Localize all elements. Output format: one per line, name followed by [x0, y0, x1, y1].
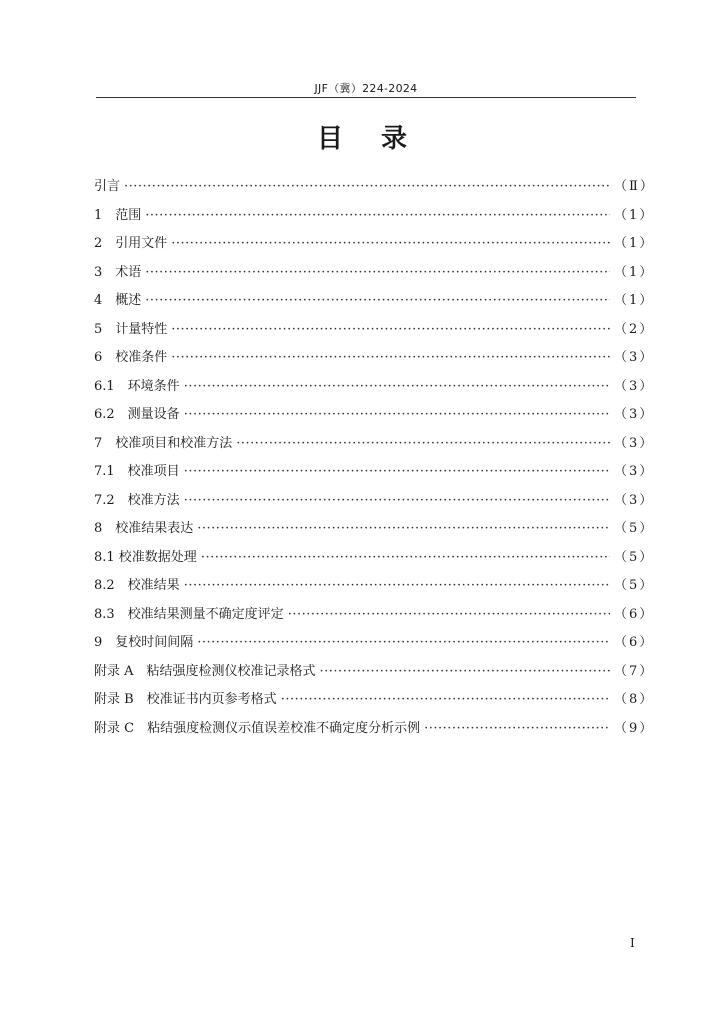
toc-leader-dots [320, 662, 610, 682]
toc-leader-dots [184, 462, 610, 482]
toc-page-number: （3） [614, 407, 655, 422]
toc-leader-dots [184, 491, 610, 511]
toc-entry[interactable] [94, 690, 655, 719]
toc-leader-dots [288, 605, 610, 625]
toc-label: 引言 [94, 179, 121, 194]
toc-page-number: （1） [614, 264, 655, 280]
toc-label: 8.3 校准结果测量不确定度评定 [94, 606, 284, 622]
header-rule [96, 97, 636, 98]
toc-entry[interactable] [94, 177, 655, 206]
toc-page-number: （1） [614, 236, 655, 251]
toc-label: 附录 C 粘结强度检测仪示值误差校准不确定度分析示例 [94, 720, 421, 736]
toc-entry[interactable] [94, 462, 655, 491]
toc-entry[interactable] [94, 263, 655, 292]
toc-entry[interactable] [94, 605, 655, 634]
toc-leader-dots [424, 719, 610, 739]
toc-label: 3 术语 [94, 264, 142, 280]
toc-label: 7.2 校准方法 [94, 492, 180, 508]
toc-leader-dots [145, 263, 610, 283]
toc-page-number: （9） [614, 720, 655, 736]
toc-page-number: （3） [614, 350, 655, 365]
toc-entry[interactable] [94, 348, 655, 377]
toc-label: 2 引用文件 [94, 236, 168, 251]
toc-leader-dots [236, 434, 610, 454]
toc-page-number: （3） [614, 435, 655, 451]
toc-label: 附录 B 校准证书内页参考格式 [94, 692, 277, 707]
toc-page-number: （7） [614, 663, 655, 679]
toc-page-number: （5） [614, 521, 655, 536]
toc-page-number: （3） [614, 492, 655, 508]
page-title: 目录 [316, 124, 445, 154]
toc-page-number: （3） [614, 378, 655, 394]
toc-label: 4 概述 [94, 293, 142, 308]
toc-page-number: （6） [614, 635, 655, 650]
toc-entry[interactable] [94, 548, 655, 577]
page-number: I [630, 936, 635, 950]
toc-label: 6.2 测量设备 [94, 407, 180, 422]
toc-page-number: （1） [614, 207, 655, 223]
toc-entry[interactable] [94, 519, 655, 548]
toc-leader-dots [145, 206, 610, 226]
toc-entry[interactable] [94, 377, 655, 406]
table-of-contents [94, 177, 655, 747]
toc-page-number: （6） [614, 606, 655, 622]
toc-label: 7 校准项目和校准方法 [94, 435, 233, 451]
toc-leader-dots [171, 234, 610, 254]
toc-page-number: （5） [614, 549, 655, 565]
document-code: JJF（冀）224-2024 [314, 82, 418, 95]
toc-leader-dots [281, 690, 610, 710]
toc-entry[interactable] [94, 291, 655, 320]
toc-entry[interactable] [94, 662, 655, 691]
toc-leader-dots [171, 348, 610, 368]
toc-page-number: （8） [614, 692, 655, 707]
toc-label: 附录 A 粘结强度检测仪校准记录格式 [94, 663, 316, 679]
toc-label: 9 复校时间间隔 [94, 635, 194, 650]
toc-page-number: （5） [614, 578, 655, 593]
toc-label: 8.1 校准数据处理 [94, 549, 197, 565]
toc-page-number: （Ⅱ） [614, 179, 655, 194]
toc-page-number: （3） [614, 464, 655, 479]
toc-entry[interactable] [94, 206, 655, 235]
toc-leader-dots [201, 548, 610, 568]
toc-page-number: （1） [614, 293, 655, 308]
toc-leader-dots [124, 177, 610, 197]
toc-label: 8.2 校准结果 [94, 578, 180, 593]
toc-entry[interactable] [94, 320, 655, 349]
toc-leader-dots [184, 405, 610, 425]
toc-entry[interactable] [94, 491, 655, 520]
toc-entry[interactable] [94, 434, 655, 463]
toc-leader-dots [184, 377, 610, 397]
toc-entry[interactable] [94, 633, 655, 662]
toc-entry[interactable] [94, 719, 655, 748]
toc-label: 6.1 环境条件 [94, 378, 180, 394]
toc-leader-dots [171, 320, 610, 340]
toc-label: 6 校准条件 [94, 350, 168, 365]
toc-leader-dots [184, 576, 610, 596]
toc-leader-dots [197, 633, 610, 653]
toc-label: 7.1 校准项目 [94, 464, 180, 479]
toc-label: 8 校准结果表达 [94, 521, 194, 536]
toc-label: 5 计量特性 [94, 321, 168, 337]
toc-label: 1 范围 [94, 207, 142, 223]
toc-leader-dots [145, 291, 610, 311]
toc-entry[interactable] [94, 576, 655, 605]
toc-leader-dots [197, 519, 610, 539]
toc-entry[interactable] [94, 405, 655, 434]
toc-page-number: （2） [614, 321, 655, 337]
toc-entry[interactable] [94, 234, 655, 263]
